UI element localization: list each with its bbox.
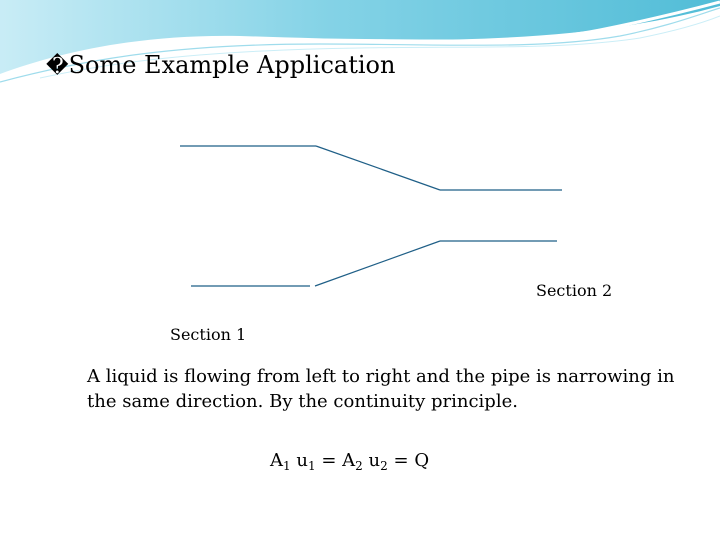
pipe-top-taper-wall — [316, 146, 440, 190]
eq-u2-subscript: 2 — [380, 459, 388, 473]
pipe-bottom-taper-wall — [315, 241, 440, 286]
eq-a1: A — [270, 450, 283, 471]
section-2-label: Section 2 — [536, 281, 613, 300]
eq-equals-1: = — [321, 450, 337, 471]
eq-equals-2: = — [393, 450, 409, 471]
title-text: Some Example Application — [68, 51, 396, 79]
continuity-equation — [270, 450, 429, 473]
eq-a1-subscript: 1 — [283, 459, 291, 473]
eq-u1-subscript: 1 — [307, 459, 316, 473]
eq-u1: u — [296, 450, 308, 471]
eq-u2: u — [368, 450, 381, 471]
description-text: A liquid is flowing from left to right and the pipe is narrowing in the same direction. By the continuity principle. — [87, 366, 675, 412]
eq-q: Q — [414, 450, 430, 471]
section-1-label: Section 1 — [170, 325, 247, 344]
eq-a2-subscript: 2 — [355, 459, 363, 473]
title-bullet-glyph: � — [46, 54, 69, 79]
eq-a2: A — [342, 450, 356, 471]
